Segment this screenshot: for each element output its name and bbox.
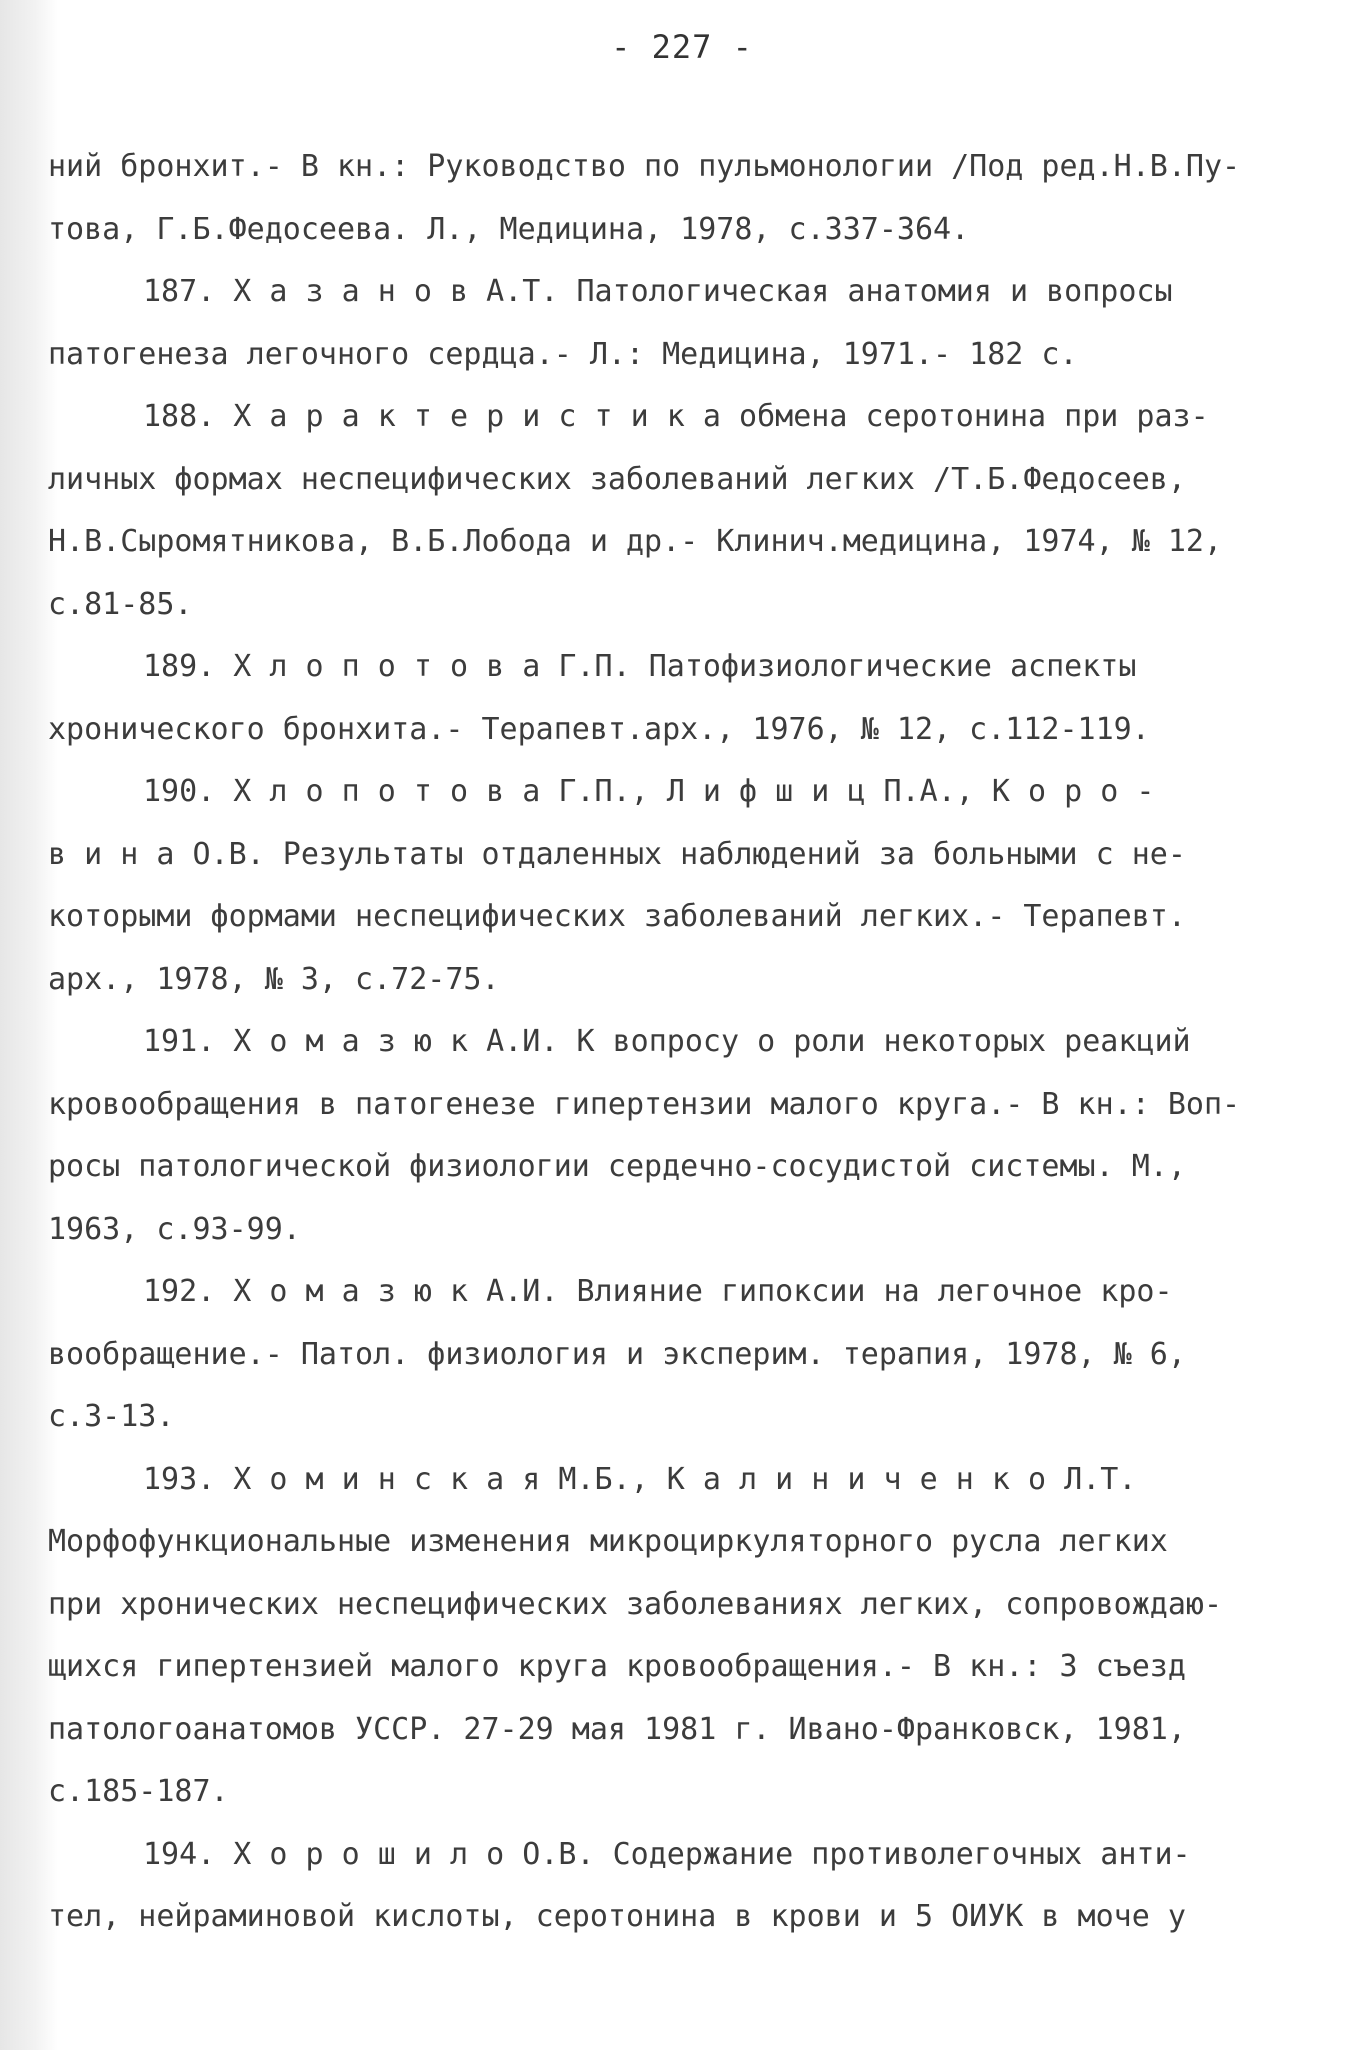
- text-line: 190. Х л о п о т о в а Г.П., Л и ф ш и ц П.А., К о р о -: [143, 774, 1155, 809]
- text-line: патологоанатомов УССР. 27-29 мая 1981 г. Ивано-Франковск, 1981,: [48, 1711, 1186, 1747]
- text-line: 187. Х а з а н о в А.Т. Патологическая анатомия и вопросы: [143, 274, 1173, 309]
- bibliography-text: [48, 136, 1318, 1949]
- text-line: хронического бронхита.- Терапевт.арх., 1976, № 12, с.112-119.: [48, 711, 1150, 747]
- text-line: вообращение.- Патол. физиология и эксперим. терапия, 1978, № 6,: [48, 1336, 1186, 1372]
- page-number: - 227 -: [611, 28, 753, 66]
- text-line: росы патологической физиологии сердечно-сосудистой системы. М.,: [48, 1149, 1186, 1184]
- text-line: кровообращения в патогенезе гипертензии малого круга.- В кн.: Воп-: [48, 1086, 1241, 1122]
- text-line: с.185-187.: [48, 1774, 229, 1809]
- text-line: патогенеза легочного сердца.- Л.: Медицина, 1971.- 182 с.: [48, 336, 1078, 372]
- text-line: Н.В.Сыромятникова, В.Б.Лобода и др.- Клинич.медицина, 1974, № 12,: [48, 524, 1222, 559]
- text-line: това, Г.Б.Федосеева. Л., Медицина, 1978, с.337-364.: [48, 211, 970, 247]
- text-line: 194. Х о р о ш и л о О.В. Содержание противолегочных анти-: [143, 1836, 1191, 1872]
- text-line: Морфофункциональные изменения микроциркуляторного русла легких: [48, 1524, 1168, 1559]
- text-line: при хронических неспецифических заболеваниях легких, сопровождаю-: [48, 1586, 1222, 1622]
- text-line: 189. Х л о п о т о в а Г.П. Патофизиологические аспекты: [143, 649, 1137, 684]
- text-line: 188. Х а р а к т е р и с т и к а обмена серотонина при раз-: [143, 399, 1209, 434]
- text-line: которыми формами неспецифических заболеваний легких.- Терапевт.: [48, 899, 1186, 934]
- text-line: 192. Х о м а з ю к А.И. Влияние гипоксии на легочное кро-: [143, 1274, 1173, 1309]
- text-line: ний бронхит.- В кн.: Руководство по пульмонологии /Под ред.Н.В.Пу-: [48, 149, 1241, 184]
- text-line: личных формах неспецифических заболеваний легких /Т.Б.Федосеев,: [48, 461, 1186, 497]
- text-line: 1963, с.93-99.: [48, 1211, 301, 1247]
- text-line: 193. Х о м и н с к а я М.Б., К а л и н и ч е н к о Л.Т.: [143, 1461, 1137, 1497]
- text-line: тел, нейраминовой кислоты, серотонина в крови и 5 ОИУК в моче у: [48, 1899, 1186, 1934]
- text-line: 191. Х о м а з ю к А.И. К вопросу о роли некоторых реакций: [143, 1024, 1191, 1059]
- text-line: с.81-85.: [48, 586, 193, 622]
- text-line: с.3-13.: [48, 1399, 175, 1434]
- text-line: арх., 1978, № 3, с.72-75.: [48, 961, 500, 997]
- text-line: в и н а О.В. Результаты отдаленных наблюдений за больными с не-: [48, 836, 1186, 872]
- text-line: щихся гипертензией малого круга кровообращения.- В кн.: 3 съезд: [48, 1649, 1186, 1684]
